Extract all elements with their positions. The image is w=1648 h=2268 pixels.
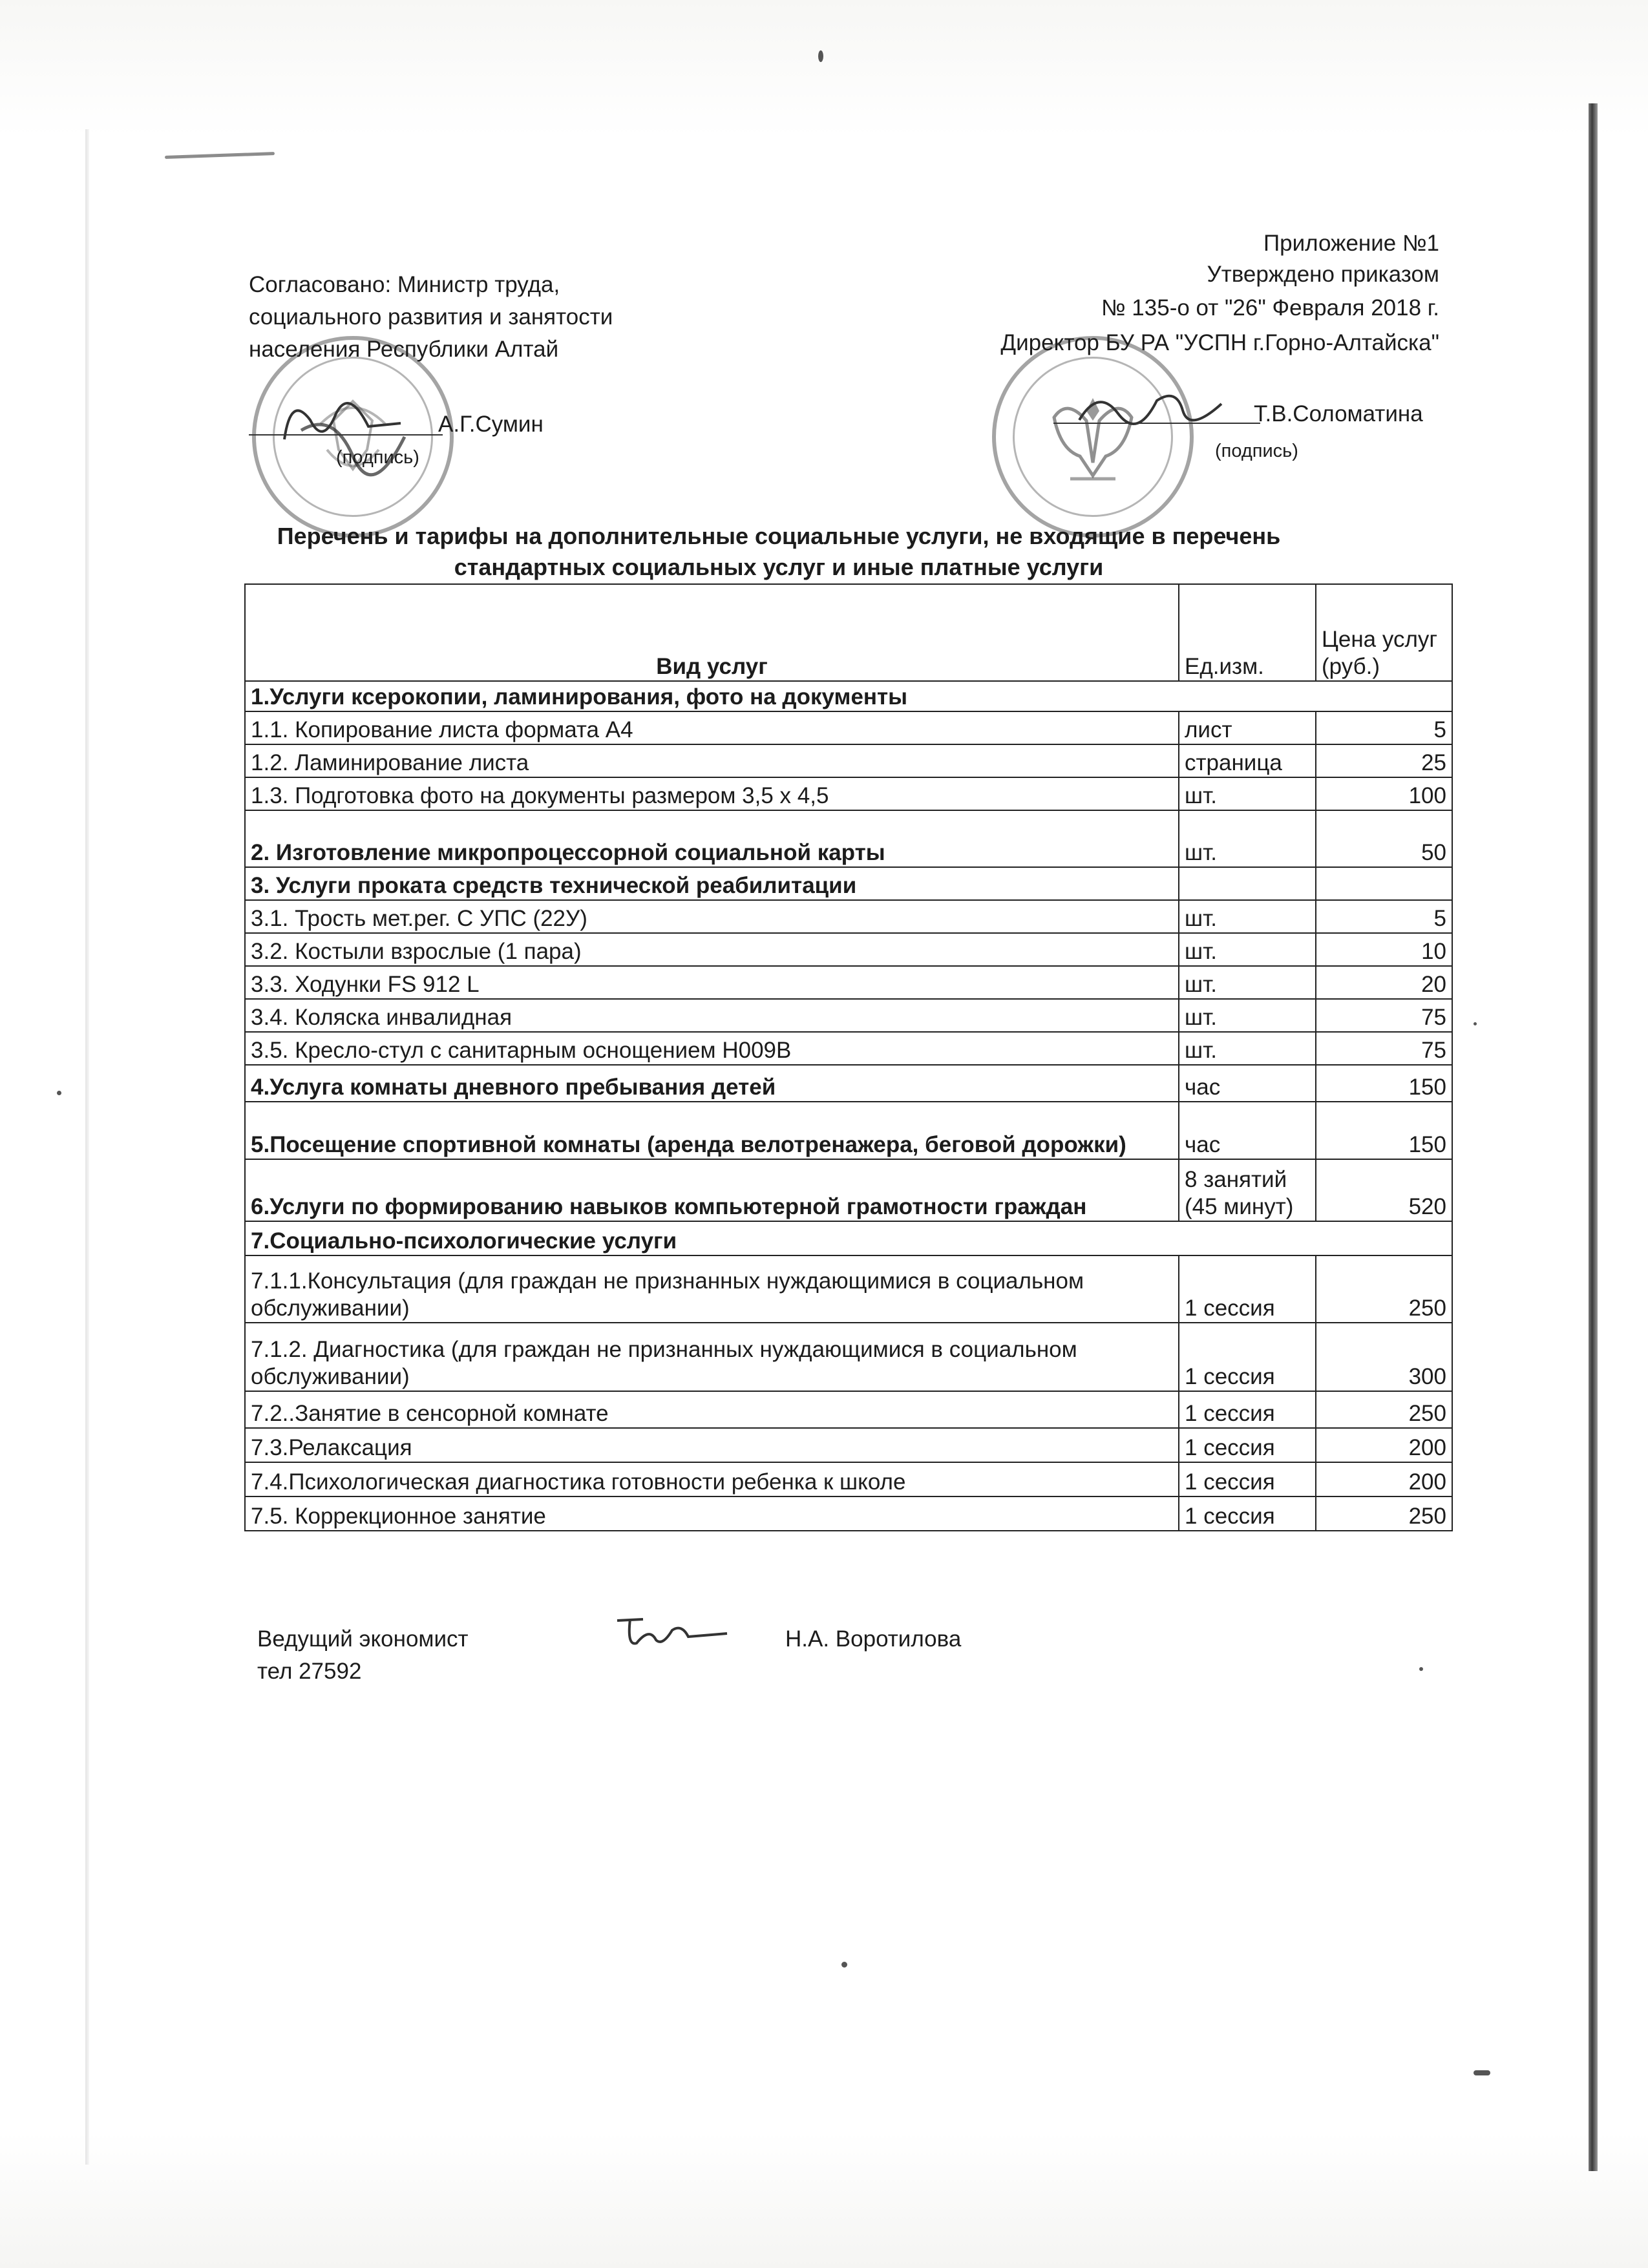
service-unit: шт. bbox=[1179, 777, 1316, 810]
table-row bbox=[245, 744, 1452, 777]
service-name: 5.Посещение спортивной комнаты (аренда велотренажера, беговой дорожки) bbox=[245, 1102, 1179, 1159]
table-row bbox=[245, 1221, 1452, 1255]
signature-caption-right: (подпись) bbox=[1215, 441, 1298, 461]
agreed-line-3: населения Республики Алтай bbox=[249, 337, 559, 362]
table-row bbox=[245, 711, 1452, 744]
service-price: 5 bbox=[1316, 900, 1452, 933]
economist-position: Ведущий экономист bbox=[257, 1626, 469, 1652]
service-price: 200 bbox=[1316, 1462, 1452, 1496]
table-body bbox=[245, 681, 1452, 1531]
director-signature bbox=[1073, 375, 1234, 433]
table-row bbox=[245, 966, 1452, 999]
service-unit: шт. bbox=[1179, 999, 1316, 1032]
table-row bbox=[245, 1102, 1452, 1159]
services-tariff-table bbox=[244, 583, 1453, 1531]
service-price: 100 bbox=[1316, 777, 1452, 810]
service-price: 150 bbox=[1316, 1102, 1452, 1159]
service-name: 7.4.Психологическая диагностика готовности ребенка к школе bbox=[245, 1462, 1179, 1496]
service-price: 250 bbox=[1316, 1391, 1452, 1428]
service-price: 5 bbox=[1316, 711, 1452, 744]
agreed-line-1: Согласовано: Министр труда, bbox=[249, 272, 560, 297]
service-price: 75 bbox=[1316, 1032, 1452, 1065]
service-name: 3.4. Коляска инвалидная bbox=[245, 999, 1179, 1032]
service-unit bbox=[1179, 867, 1316, 900]
table-row bbox=[245, 1428, 1452, 1462]
service-name: 7.1.1.Консультация (для граждан не признанных нуждающимися в социальном обслуживании) bbox=[245, 1255, 1179, 1323]
service-price: 520 bbox=[1316, 1159, 1452, 1221]
office-stamp-eagle-emblem bbox=[996, 340, 1190, 534]
economist-signature bbox=[611, 1608, 734, 1653]
service-price: 20 bbox=[1316, 966, 1452, 999]
scan-speck bbox=[1419, 1667, 1423, 1671]
approved-by-order: Утверждено приказом bbox=[1207, 262, 1439, 287]
scan-speck bbox=[1474, 2070, 1490, 2075]
service-unit: шт. bbox=[1179, 1032, 1316, 1065]
service-name: 3.2. Костыли взрослые (1 пара) bbox=[245, 933, 1179, 966]
office-stamp bbox=[992, 336, 1194, 538]
service-name: 3.1. Трость мет.рег. С УПС (22У) bbox=[245, 900, 1179, 933]
service-price: 300 bbox=[1316, 1323, 1452, 1391]
col-header-price: Цена услуг (руб.) bbox=[1316, 584, 1452, 681]
service-price bbox=[1316, 867, 1452, 900]
section-heading: 1.Услуги ксерокопии, ламинирования, фото на документы bbox=[245, 681, 1452, 711]
table-row bbox=[245, 810, 1452, 867]
table-row bbox=[245, 1032, 1452, 1065]
table-row bbox=[245, 1462, 1452, 1496]
service-name: 7.2..Занятие в сенсорной комнате bbox=[245, 1391, 1179, 1428]
signature-caption-left: (подпись) bbox=[336, 447, 419, 468]
service-price: 25 bbox=[1316, 744, 1452, 777]
service-unit: лист bbox=[1179, 711, 1316, 744]
service-unit: шт. bbox=[1179, 810, 1316, 867]
director-line: Директор БУ РА "УСПН г.Горно-Алтайска" bbox=[1000, 330, 1439, 355]
economist-phone: тел 27592 bbox=[257, 1659, 362, 1684]
service-name: 2. Изготовление микропроцессорной социальной карты bbox=[245, 810, 1179, 867]
order-number-line: № 135-о от "26" Февраля 2018 г. bbox=[1101, 295, 1439, 320]
section-heading: 3. Услуги проката средств технической реабилитации bbox=[245, 867, 1179, 900]
appendix-label: Приложение №1 bbox=[1263, 231, 1439, 256]
economist-name: Н.А. Воротилова bbox=[785, 1626, 962, 1652]
service-name: 4.Услуга комнаты дневного пребывания детей bbox=[245, 1065, 1179, 1102]
table-row bbox=[245, 1255, 1452, 1323]
agreed-line-2: социального развития и занятости bbox=[249, 304, 613, 330]
service-unit: 1 сессия bbox=[1179, 1428, 1316, 1462]
service-price: 250 bbox=[1316, 1255, 1452, 1323]
service-price: 250 bbox=[1316, 1496, 1452, 1531]
service-unit: 1 сессия bbox=[1179, 1255, 1316, 1323]
service-name: 3.5. Кресло-стул с санитарным оснощением H009B bbox=[245, 1032, 1179, 1065]
scan-speck bbox=[57, 1091, 61, 1095]
table-row bbox=[245, 1496, 1452, 1531]
director-name: Т.В.Соломатина bbox=[1254, 401, 1423, 426]
scan-speck bbox=[818, 50, 823, 62]
service-unit: 1 сессия bbox=[1179, 1462, 1316, 1496]
scan-speck bbox=[841, 1962, 847, 1968]
table-row bbox=[245, 1323, 1452, 1391]
service-name: 1.2. Ламинирование листа bbox=[245, 744, 1179, 777]
service-unit: 8 занятий (45 минут) bbox=[1179, 1159, 1316, 1221]
service-name: 3.3. Ходунки FS 912 L bbox=[245, 966, 1179, 999]
service-unit: шт. bbox=[1179, 966, 1316, 999]
scan-edge-right bbox=[1589, 103, 1598, 2171]
table-row bbox=[245, 777, 1452, 810]
scan-edge-left bbox=[85, 129, 89, 2165]
service-unit: страница bbox=[1179, 744, 1316, 777]
service-unit: шт. bbox=[1179, 933, 1316, 966]
service-name: 7.3.Релаксация bbox=[245, 1428, 1179, 1462]
service-name: 7.5. Коррекционное занятие bbox=[245, 1496, 1179, 1531]
service-price: 150 bbox=[1316, 1065, 1452, 1102]
service-unit: шт. bbox=[1179, 900, 1316, 933]
service-price: 10 bbox=[1316, 933, 1452, 966]
doc-title-line-1: Перечень и тарифы на дополнительные социальные услуги, не входящие в перечень bbox=[277, 523, 1281, 549]
service-name: 6.Услуги по формированию навыков компьютерной грамотности граждан bbox=[245, 1159, 1179, 1221]
table-row bbox=[245, 1159, 1452, 1221]
minister-signature bbox=[271, 388, 414, 452]
table-row bbox=[245, 933, 1452, 966]
service-unit: 1 сессия bbox=[1179, 1323, 1316, 1391]
service-unit: час bbox=[1179, 1065, 1316, 1102]
table-row bbox=[245, 867, 1452, 900]
col-header-unit: Ед.изм. bbox=[1179, 584, 1316, 681]
service-unit: час bbox=[1179, 1102, 1316, 1159]
table-row bbox=[245, 1391, 1452, 1428]
scan-speck bbox=[1474, 1022, 1477, 1025]
table-row bbox=[245, 900, 1452, 933]
service-unit: 1 сессия bbox=[1179, 1391, 1316, 1428]
service-name: 1.3. Подготовка фото на документы размером 3,5 х 4,5 bbox=[245, 777, 1179, 810]
col-header-service: Вид услуг bbox=[245, 584, 1179, 681]
table-row bbox=[245, 681, 1452, 711]
service-price: 200 bbox=[1316, 1428, 1452, 1462]
table-row bbox=[245, 999, 1452, 1032]
service-price: 50 bbox=[1316, 810, 1452, 867]
service-name: 1.1. Копирование листа формата А4 bbox=[245, 711, 1179, 744]
section-heading: 7.Социально-психологические услуги bbox=[245, 1221, 1452, 1255]
table-row bbox=[245, 1065, 1452, 1102]
service-name: 7.1.2. Диагностика (для граждан не признанных нуждающимися в социальном обслуживании) bbox=[245, 1323, 1179, 1391]
minister-name: А.Г.Сумин bbox=[438, 412, 544, 437]
doc-title-line-2: стандартных социальных услуг и иные платные услуги bbox=[454, 554, 1104, 580]
service-price: 75 bbox=[1316, 999, 1452, 1032]
table-header-row bbox=[245, 584, 1452, 681]
service-unit: 1 сессия bbox=[1179, 1496, 1316, 1531]
